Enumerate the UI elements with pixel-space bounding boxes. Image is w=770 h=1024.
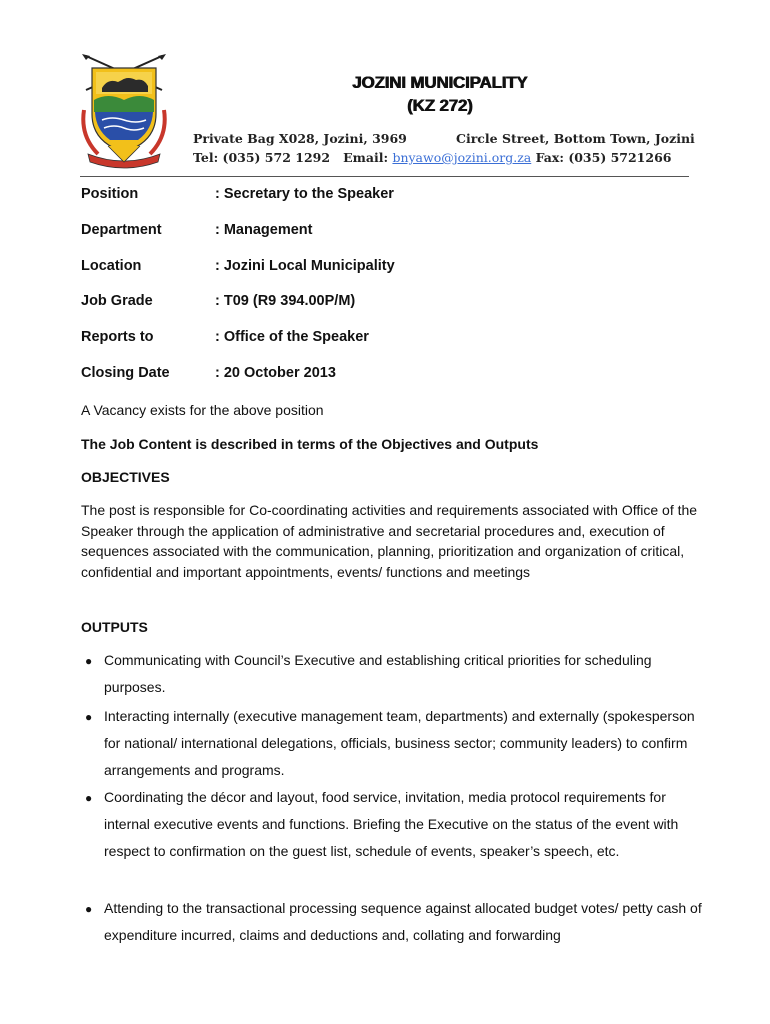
job-content-statement: The Job Content is described in terms of the Objectives and Outputs [81, 436, 539, 452]
fax: Fax: (035) 5721266 [535, 150, 672, 165]
output-item-2: Interacting internally (executive management team, departments) and externally (spokesperson for national/ international delegations, officials, business sector; community leaders) to confirm arrangements and programs. [104, 708, 695, 778]
organization-name: JOZINI MUNICIPALITY [352, 73, 528, 92]
field-label-reports-to: Reports to [81, 329, 154, 345]
field-label-job-grade: Job Grade [81, 293, 153, 309]
field-value-department: : Management [215, 222, 313, 238]
objectives-text: The post is responsible for Co-coordinating activities and requirements associated with Office of the Speaker through the application of administrative and secretarial procedures and, execution of sequences associated with the communication, planning, prioritization and organization of critical, confidential and important appointments, events/ functions and meetings [81, 502, 698, 580]
objectives-heading: OBJECTIVES [81, 469, 170, 485]
vacancy-statement: A Vacancy exists for the above position [81, 402, 324, 418]
outputs-heading: OUTPUTS [81, 619, 148, 635]
field-label-location: Location [81, 258, 142, 274]
output-item-1: Communicating with Council’s Executive and establishing critical priorities for scheduling purposes. [104, 652, 652, 695]
output-item-3: Coordinating the décor and layout, food service, invitation, media protocol requirements for internal executive events and functions. Briefing the Executive on the status of the event with respect to confirmation on the guest list, schedule of events, speaker’s speech, etc. [104, 789, 679, 859]
bullet-icon: ● [85, 902, 93, 916]
postal-address: Private Bag X028, Jozini, 3969 [193, 131, 407, 146]
bullet-icon: ● [85, 654, 93, 668]
municipal-crest-icon [78, 50, 170, 172]
field-value-location: : Jozini Local Municipality [215, 258, 395, 274]
field-label-position: Position [81, 186, 139, 202]
field-label-department: Department [81, 222, 162, 238]
telephone: Tel: (035) 572 1292 [193, 150, 331, 165]
street-address: Circle Street, Bottom Town, Jozini [456, 131, 695, 146]
field-value-reports-to: : Office of the Speaker [215, 329, 369, 345]
field-label-closing-date: Closing Date [81, 365, 170, 381]
email-label: Email: [343, 150, 389, 165]
field-value-job-grade: : T09 (R9 394.00P/M) [215, 293, 356, 309]
email-link[interactable]: bnyawo@jozini.org.za [392, 150, 532, 165]
field-value-closing-date: : 20 October 2013 [215, 365, 336, 381]
organization-code: (KZ 272) [407, 96, 473, 115]
field-value-position: : Secretary to the Speaker [215, 186, 394, 202]
header-divider [80, 176, 689, 177]
contact-line [193, 150, 671, 165]
bullet-icon: ● [85, 710, 93, 724]
bullet-icon: ● [85, 791, 93, 805]
output-item-4: Attending to the transactional processing sequence against allocated budget votes/ petty cash of expenditure incurred, claims and deductions and, collating and forwarding [104, 900, 702, 943]
